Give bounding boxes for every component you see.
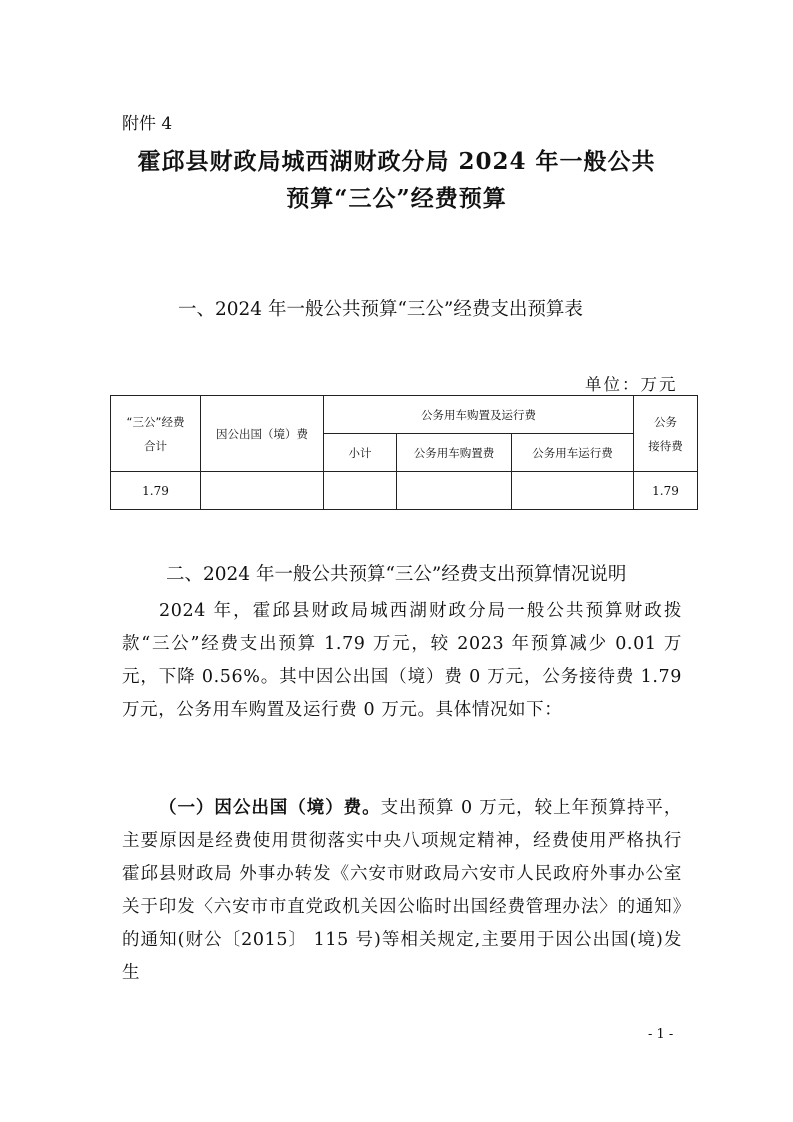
cell-total: 1.79	[111, 472, 201, 510]
cell-reception: 1.79	[634, 472, 698, 510]
header-vehicle-group: 公务用车购置及运行费	[324, 396, 634, 434]
header-subtotal: 小计	[324, 434, 397, 472]
header-reception	[634, 396, 698, 472]
table-row	[111, 472, 698, 510]
budget-table	[110, 395, 698, 510]
cell-subtotal	[324, 472, 397, 510]
header-reception-line2: 接待费	[648, 438, 683, 453]
header-operation: 公务用车运行费	[512, 434, 634, 472]
paragraph-summary: 2024 年，霍邱县财政局城西湖财政分局一般公共预算财政拨款“三公”经费支出预算 1.79 万元，较 2023 年预算减少 0.01 万元，下降 0.56%。其中因公出国（境）费 0 万元，公务接待费 1.79 万元，公务用车购置及运行费 0 万元。具体情况如下：	[122, 601, 682, 720]
paragraph-travel-heading: （一）因公出国（境）费。	[159, 798, 381, 818]
cell-operation	[512, 472, 634, 510]
attachment-label: 附件 4	[122, 114, 173, 134]
document-title-line1: 霍邱县财政局城西湖财政分局 2024 年一般公共	[137, 148, 656, 175]
header-reception-line1: 公务	[654, 414, 678, 429]
unit-label: 单位：万元	[585, 375, 678, 394]
header-total	[111, 396, 201, 472]
header-purchase: 公务用车购置费	[397, 434, 512, 472]
header-travel: 因公出国（境）费	[201, 396, 324, 472]
section1-heading: 一、2024 年一般公共预算“三公”经费支出预算表	[178, 299, 583, 320]
document-title-line2: 预算“三公”经费预算	[286, 185, 507, 212]
cell-travel	[201, 472, 324, 510]
cell-purchase	[397, 472, 512, 510]
section2-heading: 二、2024 年一般公共预算“三公”经费支出预算情况说明	[166, 564, 627, 585]
paragraph-travel-body: 支出预算 0 万元，较上年预算持平，主要原因是经费使用贯彻落实中央八项规定精神，经费使用严格执行霍邱县财政局 外事办转发《六安市财政局六安市人民政府外事办公室关于印发〈六安市市直党政机关因公临时出国经费管理办法〉的通知》的通知(财公〔2015〕 115 号)等相关规定,主要用于因公出国(境)发生	[122, 798, 683, 983]
header-total-line2: 合计	[144, 438, 167, 453]
page-number: - 1 -	[648, 1027, 674, 1042]
header-total-line1: “三公”经费	[126, 414, 185, 429]
paragraph-travel	[122, 792, 682, 990]
